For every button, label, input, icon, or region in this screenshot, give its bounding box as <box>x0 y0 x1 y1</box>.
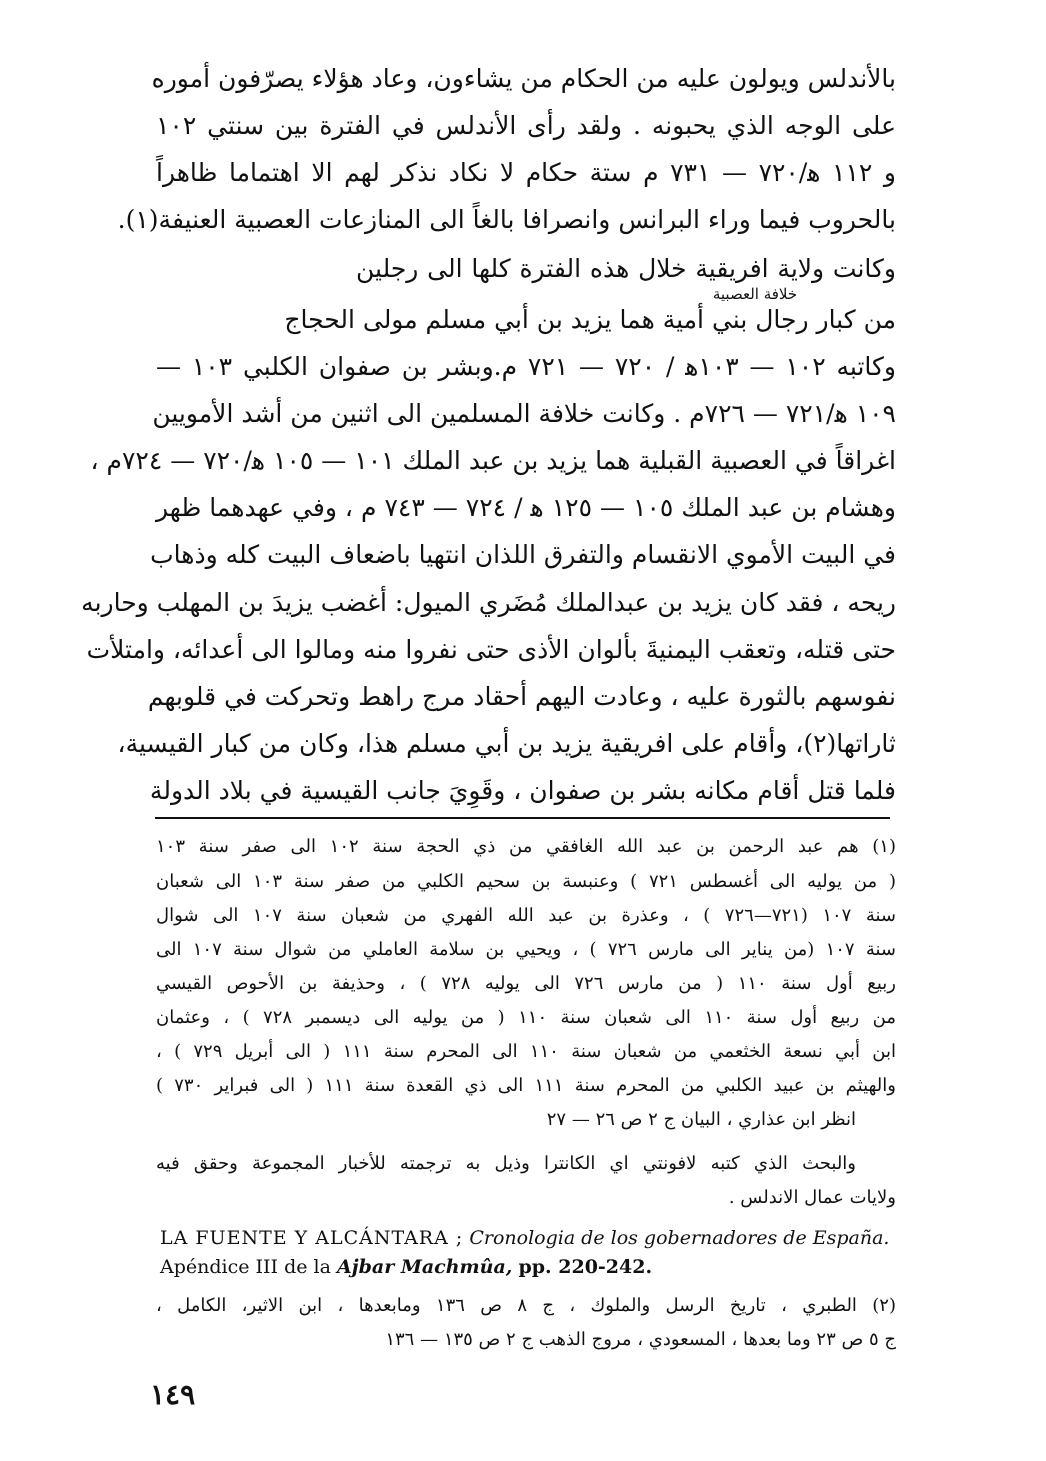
footnote-citation-latin <box>160 1223 895 1253</box>
main-text-line: بالحروب فيما وراء البرانس وانصرافا بالغاً الى المنازعات العصبية العنيفة(١). <box>117 205 896 234</box>
main-text-line: وكانت ولاية افريقية خلال هذه الفترة كلها الى رجلين <box>356 254 896 283</box>
footnote-line: سنة ١٠٧ (٧٢١—٧٢٦ ) ، وعذرة بن عبد الله الفهري من شعبان سنة ١٠٧ الى شوال <box>156 905 897 926</box>
footnote-line: والبحث الذي كتبه لافونتي اي الكانترا وذيل به ترجمته للأخبار المجموعة وحقق فيه <box>156 1153 856 1174</box>
footnote-line: ( من يوليه الى أغسطس ٧٢١ ) وعنبسة بن سحيم الكلبي من صفر سنة ١٠٣ الى شعبان <box>156 871 896 892</box>
main-text-line: بالأندلس ويولون عليه من الحكام من يشاءون، وعاد هؤلاء يصرّفون أموره <box>151 64 896 93</box>
citation-pages: pp. 220-242. <box>518 1256 653 1278</box>
citation-author: LA FUENTE Y ALCÁNTARA ; <box>160 1227 464 1249</box>
footnote-line: انظر ابن عذاري ، البيان ج ٢ ص ٢٦ — ٢٧ <box>546 1109 856 1130</box>
footnote-divider <box>155 817 890 819</box>
citation-title: Cronologia de los gobernadores de España. <box>469 1227 890 1249</box>
main-text-line: من كبار رجال بني أمية هما يزيد بن أبي مسلم مولى الحجاج <box>284 305 896 334</box>
main-text-line: و ١١٢ ﻫ/٧٢٠ — ٧٣١ م ستة حكام لا نكاد نذكر لهم الا اهتماما ظاهراً <box>156 158 896 187</box>
margin-heading: خلافة العصبية <box>712 285 798 303</box>
footnote-line: ولايات عمال الاندلس . <box>728 1187 896 1208</box>
main-text-line: ١٠٩ ﻫ/٧٢١ — ٧٢٦م . وكانت خلافة المسلمين الى اثنين من أشد الأمويين <box>152 399 896 428</box>
footnote-line: من ربيع أول سنة ١١٠ الى شعبان سنة ١١٠ ( من يوليه الى ديسمبر ٧٢٨ ) ، وعثمان <box>156 1007 896 1028</box>
main-text-line: وكاتبه ١٠٢ — ١٠٣ﻫ / ٧٢٠ — ٧٢١ م.وبشر بن صفوان الكلبي ١٠٣ — <box>156 352 896 381</box>
page-number: ١٤٩ <box>150 1378 196 1411</box>
main-text-line: فلما قتل أقام مكانه بشر بن صفوان ، وقَوِيَ جانب القيسية في بلاد الدولة <box>149 776 896 805</box>
main-text-line: في البيت الأموي الانقسام والتفرق اللذان انتهيا باضعاف البيت كله وذهاب <box>150 540 896 569</box>
main-text-line: حتى قتله، وتعقب اليمنيةَ بألوان الأذى حتى نفروا منه ومالوا الى أعدائه، وامتلأت <box>86 635 896 664</box>
footnote-line: ربيع أول سنة ١١٠ ( من مارس ٧٢٦ الى يوليه ٧٢٨ ) ، وحذيفة بن الأحوص القيسي <box>156 973 896 994</box>
footnote-line: سنة ١٠٧ (من يناير الى مارس ٧٢٦ ) ، ويحيي بن سلامة العاملي من شوال سنة ١٠٧ الى <box>156 939 897 960</box>
footnote-line: (١) هم عبد الرحمن بن عبد الله الغافقي من ذي الحجة سنة ١٠٢ الى صفر سنة ١٠٣ <box>156 836 896 857</box>
main-text-line: ريحه ، فقد كان يزيد بن عبدالملك مُضَري الميول: أغضب يزيدَ بن المهلب وحاربه <box>81 588 896 617</box>
footnote-line: (٢) الطبري ، تاريخ الرسل والملوك ، ج ٨ ص ١٣٦ ومابعدها ، ابن الاثير، الكامل ، <box>156 1295 896 1316</box>
main-text-line: على الوجه الذي يحبونه . ولقد رأى الأندلس في الفترة بين سنتي ١٠٢ <box>156 111 896 140</box>
main-text-line: ثاراتها(٢)، وأقام على افريقية يزيد بن أبي مسلم هذا، وكان من كبار القيسية، <box>117 729 896 758</box>
main-text-line: اغراقاً في العصبية القبلية هما يزيد بن عبد الملك ١٠١ — ١٠٥ ﻫ/٧٢٠ — ٧٢٤م ، <box>90 446 896 475</box>
citation-work: Ajbar Machmûa, <box>336 1256 513 1278</box>
footnote-citation-latin <box>160 1252 895 1282</box>
main-text-line: نفوسهم بالثورة عليه ، وعادت اليهم أحقاد مرج راهط وتحركت في قلوبهم <box>147 682 896 711</box>
citation-appendix: Apéndice III de la <box>160 1256 331 1278</box>
main-text-line: وهشام بن عبد الملك ١٠٥ — ١٢٥ ﻫ / ٧٢٤ — ٧٤٣ م ، وفي عهدهما ظهر <box>156 493 896 522</box>
footnote-line: ابن أبي نسعة الخثعمي من شعبان سنة ١١٠ الى المحرم سنة ١١١ ( الى أبريل ٧٢٩ ) ، <box>156 1041 896 1062</box>
footnote-line: والهيثم بن عبيد الكلبي من المحرم سنة ١١١ الى ذي القعدة سنة ١١١ ( الى فبراير ٧٣٠ ) <box>156 1075 896 1096</box>
footnote-line: ج ٥ ص ٢٣ وما بعدها ، المسعودي ، مروج الذهب ج ٢ ص ١٣٥ — ١٣٦ <box>385 1329 896 1350</box>
